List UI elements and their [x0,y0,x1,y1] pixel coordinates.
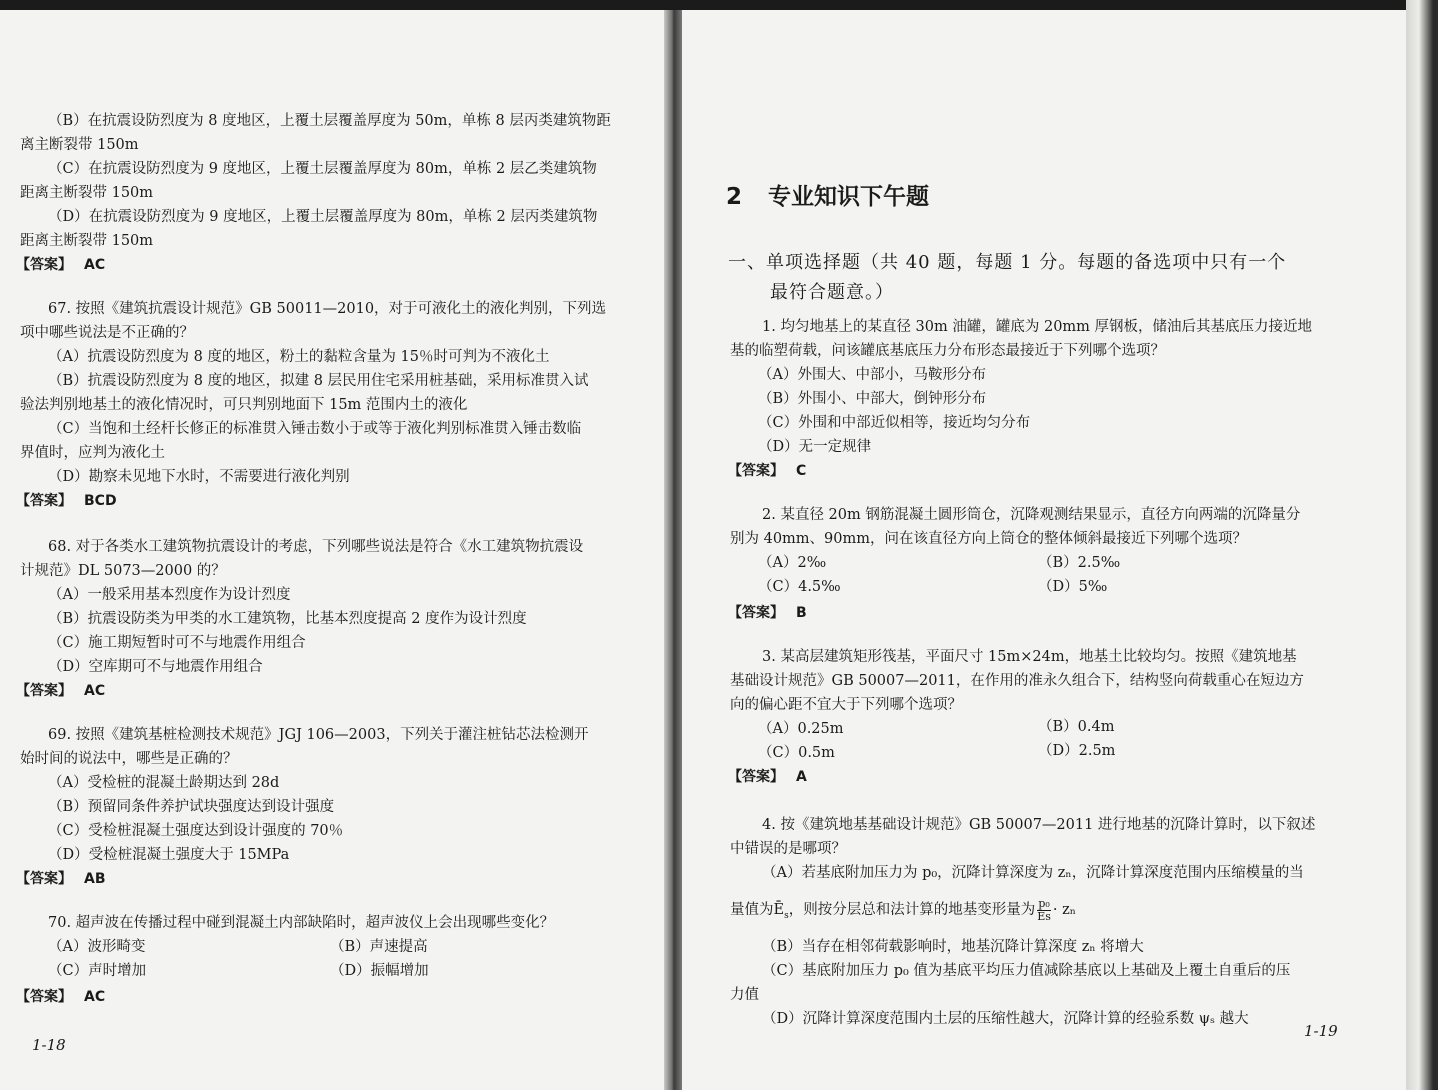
answer-label: 【答案】 [16,683,72,699]
option-d: （D）5‰ [1038,579,1108,595]
question-stem: 中错误的是哪项？ [730,841,846,857]
page-number: 1-19 [1304,1022,1338,1040]
option-a: （A）0.25m [758,721,844,737]
answer-label: 【答案】 [16,493,72,509]
answer-label: 【答案】 [16,871,72,887]
answer-value: B [796,605,807,621]
question-stem: 1. 均匀地基上的某直径 30m 油罐，罐底为 20mm 厚钢板，储油后其基底压力接近地 [762,319,1313,335]
option-c: （C）声时增加 [48,963,147,979]
option-a-formula: 量值为$Ē_s$，则按分层总和法计算的地基变形量为 $\frac{\text{p₀}}{Ēs}$ · zₙ [730,896,1077,923]
option-d: （D）沉降计算深度范围内土层的压缩性越大，沉降计算的经验系数 ψₛ 越大 [762,1011,1249,1027]
question-stem: 计规范》DL 5073—2000 的？ [20,563,226,579]
answer-line [16,680,105,702]
question-stem: 基础设计规范》GB 50007—2011，在作用的准永久组合下，结构竖向荷载重心在短边方 [730,673,1304,689]
option-a: （A）受检桩的混凝土龄期达到 28d [48,775,280,791]
question-stem: 70. 超声波在传播过程中碰到混凝土内部缺陷时，超声波仪上会出现哪些变化？ [48,915,555,931]
option-c: 力值 [730,987,759,1003]
right-page [682,10,1406,1090]
option-b: （B）声速提高 [330,939,428,955]
option-b: （B）2.5‰ [1038,555,1121,571]
left-page [0,10,664,1090]
option-a: （A）若基底附加压力为 p₀，沉降计算深度为 zₙ，沉降计算深度范围内压缩模量的当 [762,865,1304,881]
answer-line [728,766,807,788]
fraction-numerator: p₀ [1038,896,1050,910]
text-line: （D）在抗震设防烈度为 9 度地区，上覆土层覆盖厚度为 80m，单栋 2 层丙类建筑物 [48,209,598,225]
question-stem: 向的偏心距不宜大于下列哪个选项？ [730,697,962,713]
option-a: （A）外围大、中部小，马鞍形分布 [758,367,986,383]
scanner-top-edge [0,0,1438,10]
chapter-title: 专业知识下午题 [768,184,930,210]
option-a: （A）抗震设防烈度为 8 度的地区，粉土的黏粒含量为 15％时可判为不液化土 [48,349,550,365]
question-stem: 始时间的说法中，哪些是正确的？ [20,751,238,767]
text-line: 距离主断裂带 150m [20,185,154,201]
answer-value: AC [84,683,106,699]
text-line: 离主断裂带 150m [20,137,139,153]
option-c: （C）4.5‰ [758,579,841,595]
question-stem: 67. 按照《建筑抗震设计规范》GB 50011—2010，对于可液化土的液化判别，下列选 [48,301,607,317]
question-stem: 68. 对于各类水工建筑物抗震设计的考虑，下列哪些说法是符合《水工建筑物抗震设 [48,539,584,555]
book-right-edge [1406,0,1438,1090]
option-b: （B）当存在相邻荷载影响时，地基沉降计算深度 zₙ 将增大 [762,939,1144,955]
option-d: （D）受检桩混凝土强度大于 15MPa [48,847,290,863]
answer-value: C [796,463,807,479]
answer-value: AC [84,257,106,273]
question-stem: 4. 按《建筑地基基础设计规范》GB 50007—2011 进行地基的沉降计算时，以下叙述 [762,817,1316,833]
answer-value: AC [84,989,106,1005]
chapter-number: 2 [726,184,743,210]
chapter-heading [726,178,929,211]
answer-line [16,490,117,512]
option-b: （B）外围小、中部大，倒钟形分布 [758,391,987,407]
answer-label: 【答案】 [728,463,784,479]
formula-text: · zₙ [1052,902,1077,918]
option-c: （C）受检桩混凝土强度达到设计强度的 70％ [48,823,344,839]
option-c: （C）0.5m [758,745,835,761]
option-d: （D）振幅增加 [330,963,429,979]
formula-text: ，则按分层总和法计算的地基变形量为 [788,902,1036,918]
option-b: （B）抗震设防烈度为 8 度的地区，拟建 8 层民用住宅采用桩基础，采用标准贯入试 [48,373,589,389]
question-stem: 3. 某高层建筑矩形筏基，平面尺寸 15m×24m，地基土比较均匀。按照《建筑地基 [762,649,1297,665]
question-stem: 69. 按照《建筑基桩检测技术规范》JGJ 106—2003，下列关于灌注桩钻芯法检测开 [48,727,589,743]
text-line: （B）在抗震设防烈度为 8 度地区，上覆土层覆盖厚度为 50m，单栋 8 层丙类建筑物距 [48,113,611,129]
book-gutter [664,10,682,1090]
answer-line [728,602,807,624]
option-c: （C）施工期短暂时可不与地震作用组合 [48,635,306,651]
option-b: （B）抗震设防类为甲类的水工建筑物，比基本烈度提高 2 度作为设计烈度 [48,611,527,627]
option-c: （C）当饱和土经杆长修正的标准贯入锤击数小于或等于液化判别标准贯入锤击数临 [48,421,582,437]
option-b: 验法判别地基土的液化情况时，可只判别地面下 15m 范围内土的液化 [20,397,468,413]
question-stem: 别为 40mm、90mm，问在该直径方向上筒仓的整体倾斜最接近下列哪个选项？ [730,531,1248,547]
answer-value: BCD [84,493,117,509]
fraction [1037,898,1051,923]
section-heading: 一、单项选择题（共 40 题，每题 1 分。每题的备选项中只有一个 [728,252,1287,273]
question-stem: 项中哪些说法是不正确的？ [20,325,194,341]
answer-label: 【答案】 [16,989,72,1005]
answer-line [728,460,806,482]
option-c: （C）外围和中部近似相等，接近均匀分布 [758,415,1031,431]
answer-label: 【答案】 [728,769,784,785]
page-number: 1-18 [32,1036,66,1054]
formula-es: Ē [773,902,785,918]
question-stem: 基的临塑荷载，问该罐底基底压力分布形态最接近于下列哪个选项？ [730,343,1165,359]
option-c: （C）基底附加压力 p₀ 值为基底平均压力值减除基底以上基础及上覆土自重后的压 [762,963,1291,979]
section-heading: 最符合题意。） [770,282,894,303]
option-b: （B）0.4m [1038,719,1115,735]
text-line: （C）在抗震设防烈度为 9 度地区，上覆土层覆盖厚度为 80m，单栋 2 层乙类建筑物 [48,161,597,177]
answer-line [16,868,106,890]
answer-line [16,986,105,1008]
text-line: 距离主断裂带 150m [20,233,154,249]
option-d: （D）勘察未见地下水时，不需要进行液化判别 [48,469,350,485]
option-a: （A）波形畸变 [48,939,146,955]
answer-line [16,254,105,276]
answer-label: 【答案】 [728,605,784,621]
option-b: （B）预留同条件养护试块强度达到设计强度 [48,799,335,815]
answer-value: A [796,769,807,785]
formula-text: 量值为 [730,902,774,918]
option-a: （A）一般采用基本烈度作为设计烈度 [48,587,291,603]
option-d: （D）无一定规律 [758,439,872,455]
fraction-denominator: Ēs [1037,909,1051,923]
question-stem: 2. 某直径 20m 钢筋混凝土圆形筒仓，沉降观测结果显示，直径方向两端的沉降量分 [762,507,1301,523]
option-d: （D）2.5m [1038,743,1116,759]
answer-value: AB [84,871,106,887]
answer-label: 【答案】 [16,257,72,273]
option-a: （A）2‰ [758,555,827,571]
option-d: （D）空库期可不与地震作用组合 [48,659,263,675]
option-c: 界值时，应判为液化土 [20,445,165,461]
